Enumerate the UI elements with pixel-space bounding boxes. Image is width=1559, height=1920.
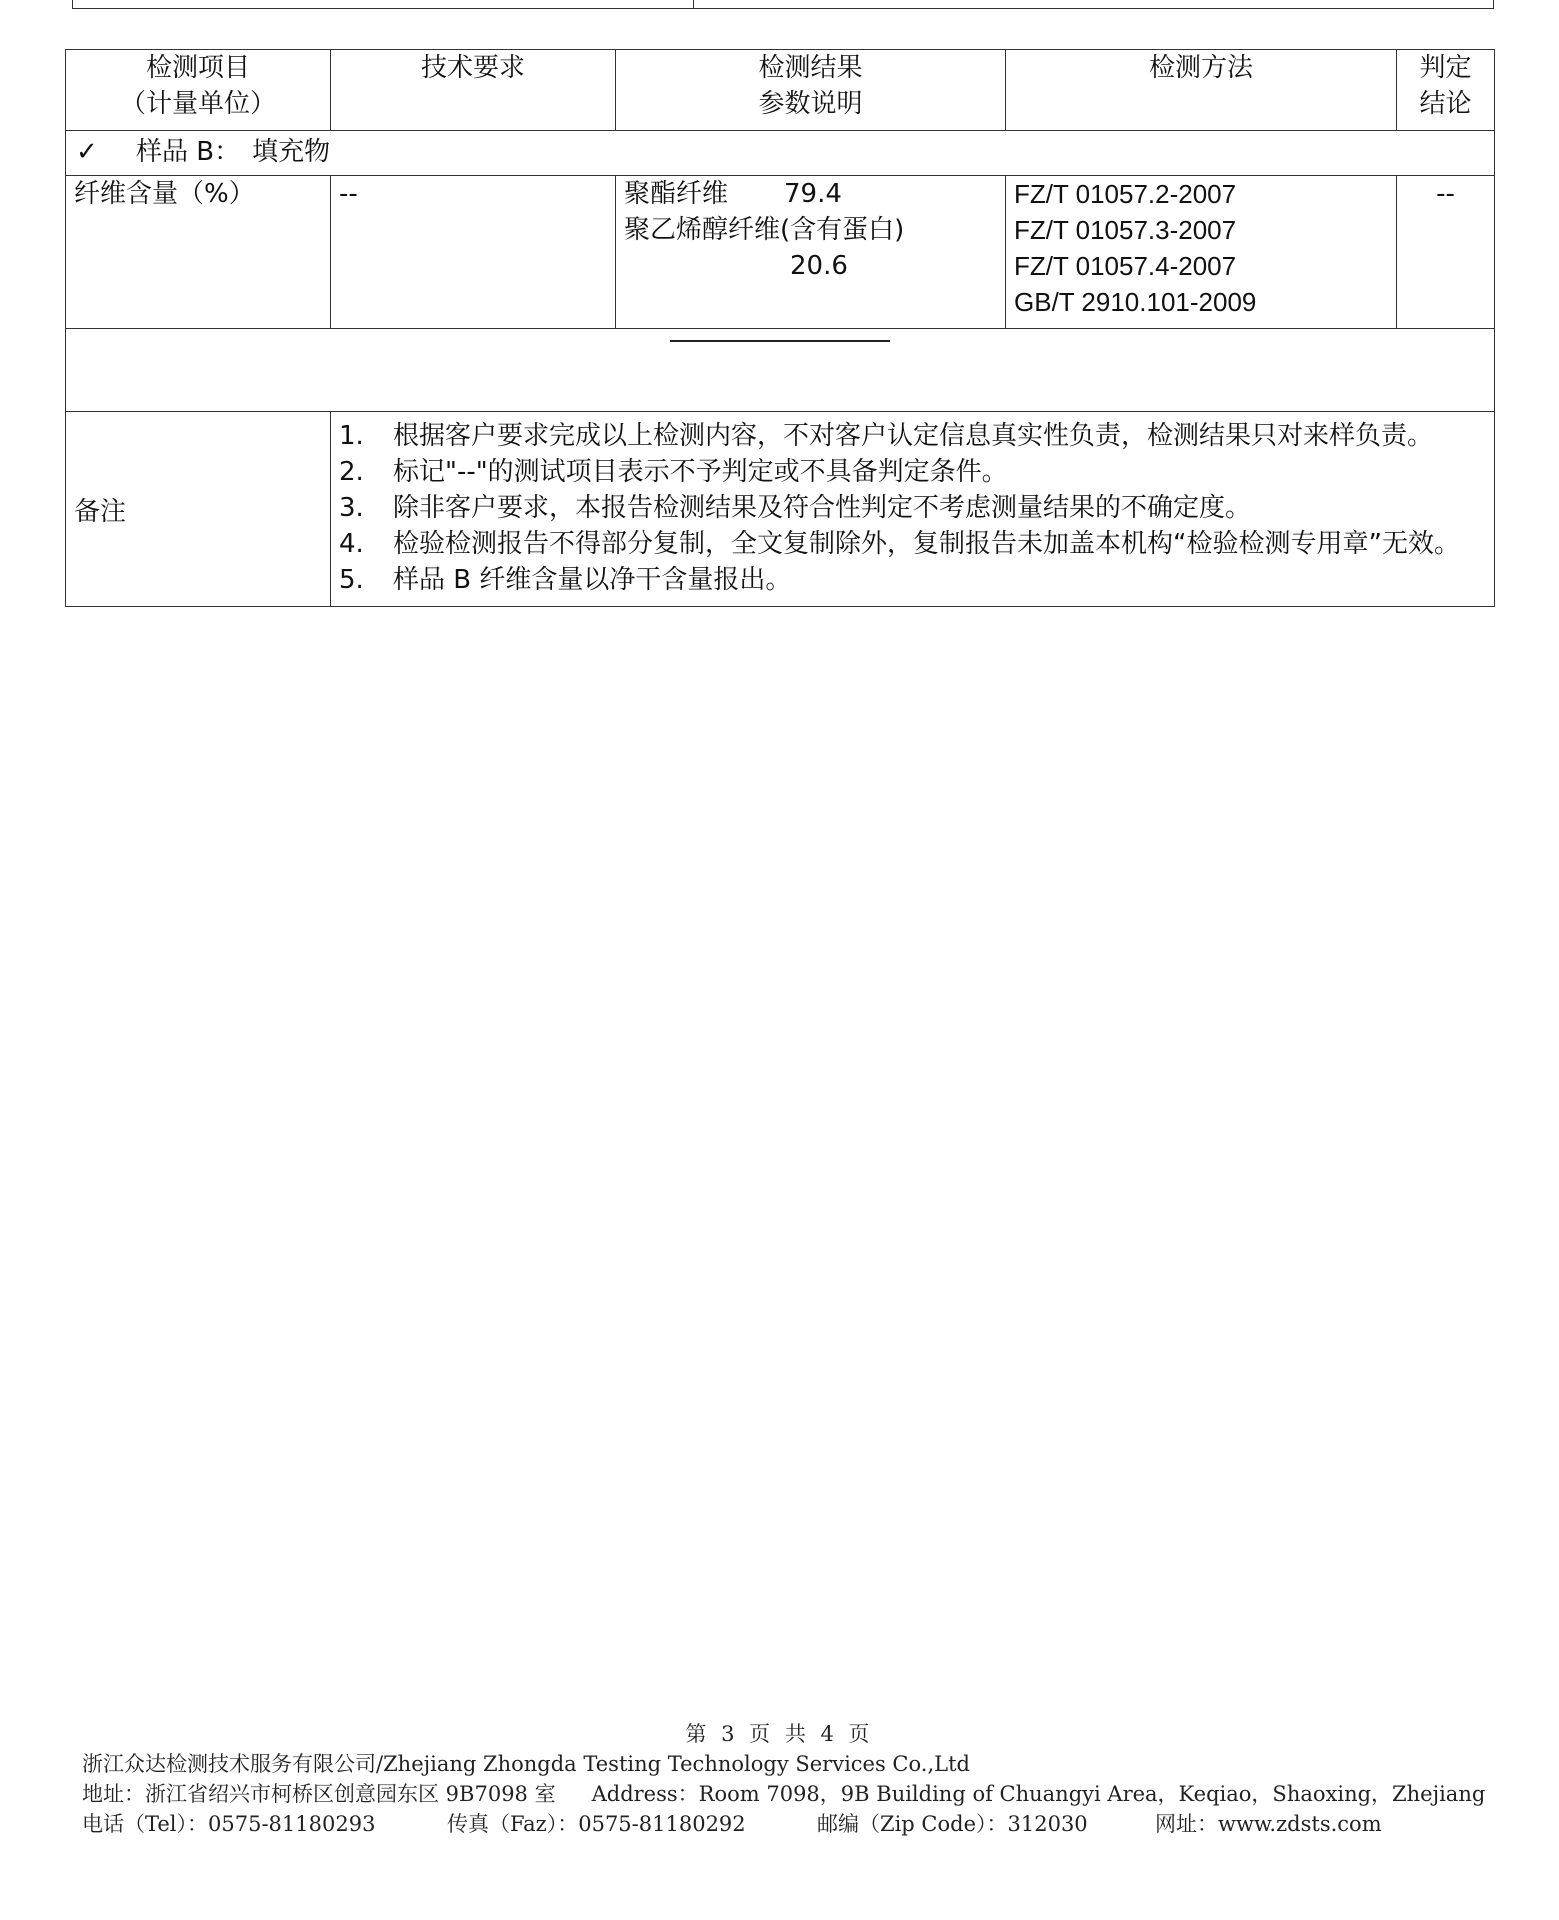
cell-item: 纤维含量（%） bbox=[66, 176, 331, 329]
method-standard: FZ/T 01057.4-2007 bbox=[1014, 251, 1237, 281]
notes-row bbox=[66, 412, 1495, 607]
list-item: 1. 根据客户要求完成以上检测内容，不对客户认定信息真实性负责，检测结果只对来样负责。 bbox=[339, 421, 1434, 451]
cell-result bbox=[616, 176, 1006, 329]
method-standard: FZ/T 01057.3-2007 bbox=[1014, 215, 1237, 245]
sample-label: 样品 B： bbox=[136, 137, 241, 167]
result-fiber-2: 聚乙烯醇纤维(含有蛋白) bbox=[624, 215, 905, 245]
page-footer bbox=[0, 1718, 1559, 1836]
end-rule-line bbox=[670, 340, 890, 342]
page-number: 第 3 页 共 4 页 bbox=[685, 1722, 874, 1746]
address-line bbox=[82, 1778, 1485, 1808]
address-cn: 地址：浙江省绍兴市柯桥区创意园东区 9B7098 室 bbox=[82, 1782, 556, 1806]
previous-table-stub bbox=[72, 0, 1494, 9]
cell-requirement: -- bbox=[331, 176, 616, 329]
table-header-row bbox=[66, 50, 1495, 131]
cell-method bbox=[1006, 176, 1397, 329]
list-item: 2. 标记"--"的测试项目表示不予判定或不具备判定条件。 bbox=[339, 457, 1008, 487]
result-fiber-1: 聚酯纤维 bbox=[624, 179, 729, 209]
notes-list bbox=[331, 412, 1495, 607]
list-item: 4. 检验检测报告不得部分复制，全文复制除外，复制报告未加盖本机构“检验检测专用章”无效。 bbox=[339, 529, 1460, 559]
website-link[interactable]: 网址：www.zdsts.com bbox=[1155, 1812, 1382, 1836]
result-line-1 bbox=[624, 176, 997, 212]
cell-conclusion: -- bbox=[1397, 176, 1495, 329]
list-item: 3. 除非客户要求，本报告检测结果及符合性判定不考虑测量结果的不确定度。 bbox=[339, 493, 1252, 523]
previous-table-divider bbox=[693, 0, 694, 8]
header-method: 检测方法 bbox=[1006, 50, 1397, 131]
company-name: 浙江众达检测技术服务有限公司/Zhejiang Zhongda Testing Technology Services Co.,Ltd bbox=[82, 1752, 970, 1776]
fax: 传真（Faz）：0575-81180292 bbox=[447, 1812, 746, 1836]
result-line-2 bbox=[624, 212, 997, 248]
address-en: Address：Room 7098，9B Building of Chuangyi Area，Keqiao，Shaoxing，Zhejiang bbox=[591, 1782, 1486, 1806]
header-item: 检测项目 （计量单位） bbox=[66, 50, 331, 131]
header-result: 检测结果 参数说明 bbox=[616, 50, 1006, 131]
end-of-data-row bbox=[66, 329, 1495, 412]
sample-name: 填充物 bbox=[252, 137, 331, 167]
contact-line bbox=[82, 1808, 1382, 1838]
notes-label: 备注 bbox=[66, 412, 331, 607]
end-rule-cell bbox=[66, 329, 1495, 412]
sample-heading-row bbox=[66, 131, 1495, 176]
list-item: 5. 样品 B 纤维含量以净干含量报出。 bbox=[339, 565, 792, 595]
method-standard: GB/T 2910.101-2009 bbox=[1014, 287, 1257, 317]
header-requirement: 技术要求 bbox=[331, 50, 616, 131]
header-conclusion: 判定 结论 bbox=[1397, 50, 1495, 131]
test-report-table bbox=[65, 49, 1495, 607]
zip-code: 邮编（Zip Code）：312030 bbox=[817, 1812, 1088, 1836]
sample-heading bbox=[66, 131, 1495, 176]
telephone: 电话（Tel）：0575-81180293 bbox=[82, 1812, 376, 1836]
method-standard: FZ/T 01057.2-2007 bbox=[1014, 179, 1237, 209]
check-icon: ✓ bbox=[76, 137, 98, 167]
result-value-2: 20.6 bbox=[790, 251, 848, 281]
result-value-1: 79.4 bbox=[784, 179, 842, 209]
table-row bbox=[66, 176, 1495, 329]
